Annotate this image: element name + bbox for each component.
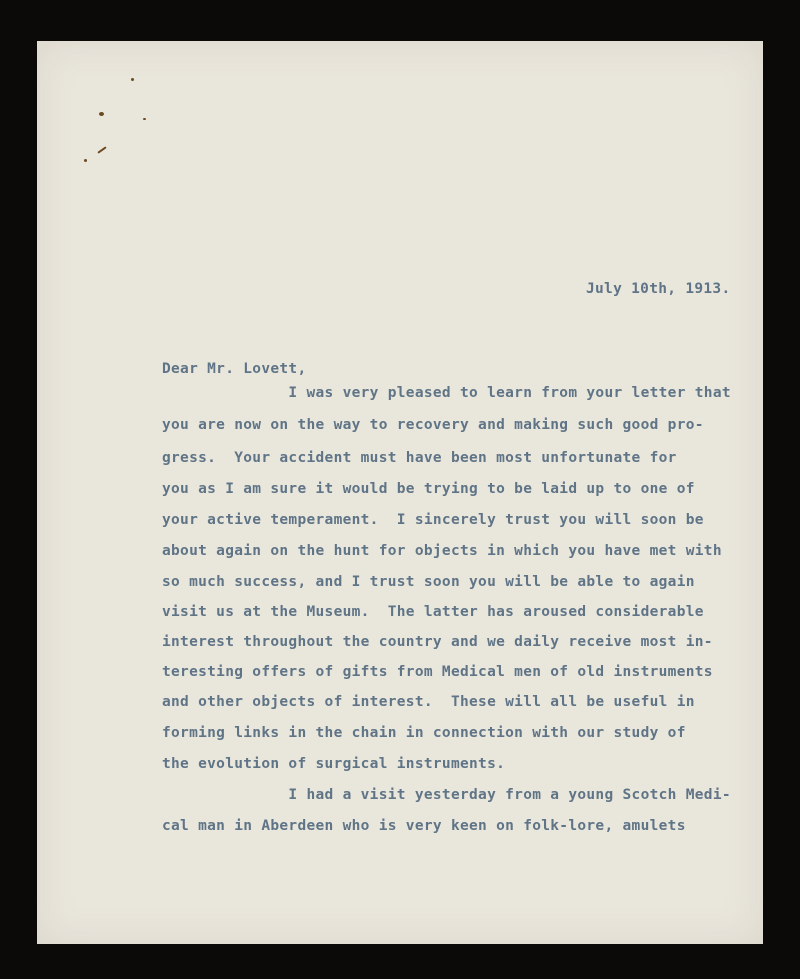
letter-body-line: interest throughout the country and we daily receive most in- [162, 634, 713, 650]
letter-body-line: about again on the hunt for objects in which you have met with [162, 543, 722, 559]
letter-body-line: and other objects of interest. These will all be useful in [162, 694, 695, 710]
ink-speck [84, 159, 87, 162]
letter-body-line: forming links in the chain in connection with our study of [162, 725, 686, 741]
letter-body-line: gress. Your accident must have been most unfortunate for [162, 450, 677, 466]
letter-body-line: the evolution of surgical instruments. [162, 756, 506, 772]
letter-body-line: your active temperament. I sincerely trust you will soon be [162, 512, 704, 528]
letter-body-line: so much success, and I trust soon you will be able to again [162, 574, 695, 590]
letter-date: July 10th, 1913. [586, 281, 731, 297]
letter-body-line: you as I am sure it would be trying to be laid up to one of [162, 481, 695, 497]
letter-body-line: cal man in Aberdeen who is very keen on folk-lore, amulets [162, 818, 686, 834]
letter-salutation: Dear Mr. Lovett, [162, 361, 307, 377]
letter-body-line: teresting offers of gifts from Medical men of old instruments [162, 664, 713, 680]
ink-speck [143, 118, 146, 120]
letter-body-line: you are now on the way to recovery and making such good pro- [162, 417, 704, 433]
ink-speck [97, 146, 106, 153]
ink-speck [131, 78, 134, 81]
letter-body-line: visit us at the Museum. The latter has aroused considerable [162, 604, 704, 620]
letter-body-line: I had a visit yesterday from a young Scotch Medi- [162, 787, 731, 803]
ink-speck [99, 112, 104, 116]
letter-body-line: I was very pleased to learn from your letter that [162, 385, 731, 401]
letter-page [37, 41, 763, 944]
